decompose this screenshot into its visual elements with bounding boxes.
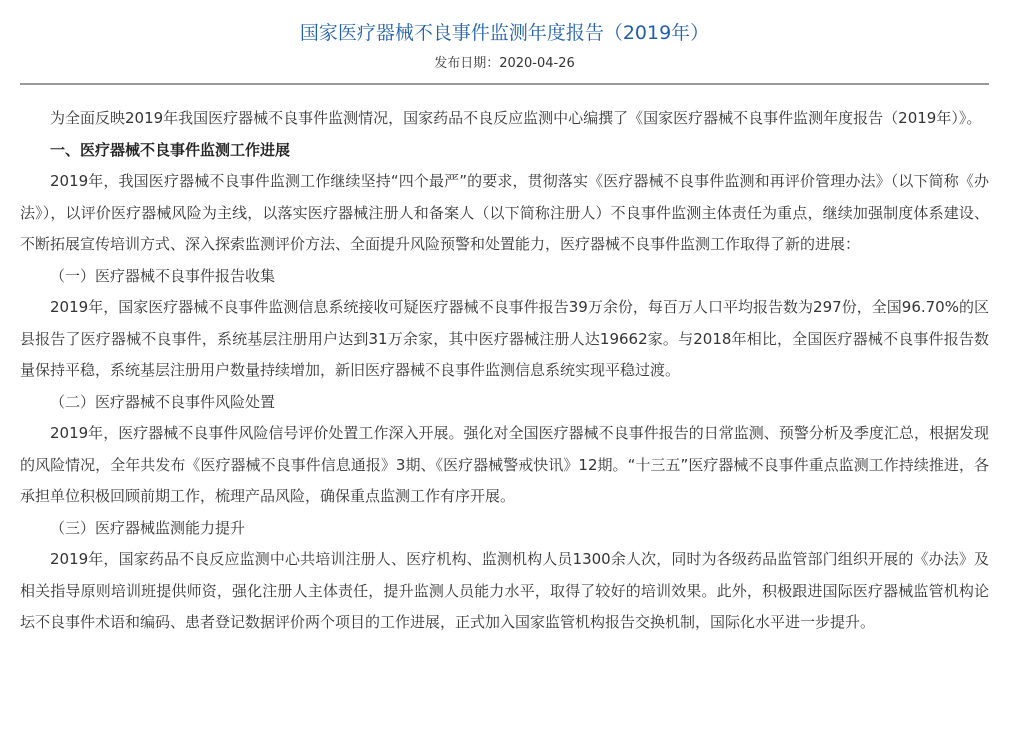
subsection-heading-report-collection: （一）医疗器械不良事件报告收集 (50, 266, 276, 285)
subsection-heading-risk-handling: （二）医疗器械不良事件风险处置 (50, 392, 276, 411)
intro-paragraph: 为全面反映2019年我国医疗器械不良事件监测情况，国家药品不良反应监测中心编撰了《国家医疗器械不良事件监测年度报告（2019年）》。 (50, 109, 982, 127)
subsection-paragraph-risk-handling: 2019年，医疗器械不良事件风险信号评价处置工作深入开展。强化对全国医疗器械不良事件报告的日常监测、预警分析及季度汇总，根据发现的风险情况，全年共发布《医疗器械不良事件信息通报》3期、《医疗器械警戒快讯》12期。“十三五”医疗器械不良事件重点监测工作持续推进，各承担单位积极回顾前期工作，梳理产品风险，确保重点监测工作有序开展。 (20, 424, 989, 505)
publish-date: 发布日期：2020-04-26 (434, 56, 575, 71)
section-paragraph-progress: 2019年，我国医疗器械不良事件监测工作继续坚持“四个最严”的要求，贯彻落实《医疗器械不良事件监测和再评价管理办法》（以下简称《办法》），以评价医疗器械风险为主线，以落实医疗器械注册人和备案人（以下简称注册人）不良事件监测主体责任为重点，继续加强制度体系建设、不断拓展宣传培训方式、深入探索监测评价方法、全面提升风险预警和处置能力，医疗器械不良事件监测工作取得了新的进展： (20, 172, 989, 253)
page-title: 国家医疗器械不良事件监测年度报告（2019年） (299, 22, 710, 44)
subsection-paragraph-capacity: 2019年，国家药品不良反应监测中心共培训注册人、医疗机构、监测机构人员1300余人次，同时为各级药品监管部门组织开展的《办法》及相关指导原则培训班提供师资，强化注册人主体责任，提升监测人员能力水平，取得了较好的培训效果。此外，积极跟进国际医疗器械监管机构论坛不良事件术语和编码、患者登记数据评价两个项目的工作进展，正式加入国家监管机构报告交换机制，国际化水平进一步提升。 (20, 550, 989, 631)
title-divider (20, 83, 989, 85)
subsection-paragraph-report-collection: 2019年，国家医疗器械不良事件监测信息系统接收可疑医疗器械不良事件报告39万余份，每百万人口平均报告数为297份，全国96.70%的区县报告了医疗器械不良事件，系统基层注册用户达到31万余家，其中医疗器械注册人达19662家。与2018年相比，全国医疗器械不良事件报告数量保持平稳，系统基层注册用户数量持续增加，新旧医疗器械不良事件监测信息系统实现平稳过渡。 (20, 298, 989, 379)
section-heading-progress: 一、医疗器械不良事件监测工作进展 (50, 140, 291, 159)
article-body (20, 103, 989, 639)
subsection-heading-capacity: （三）医疗器械监测能力提升 (50, 518, 246, 537)
